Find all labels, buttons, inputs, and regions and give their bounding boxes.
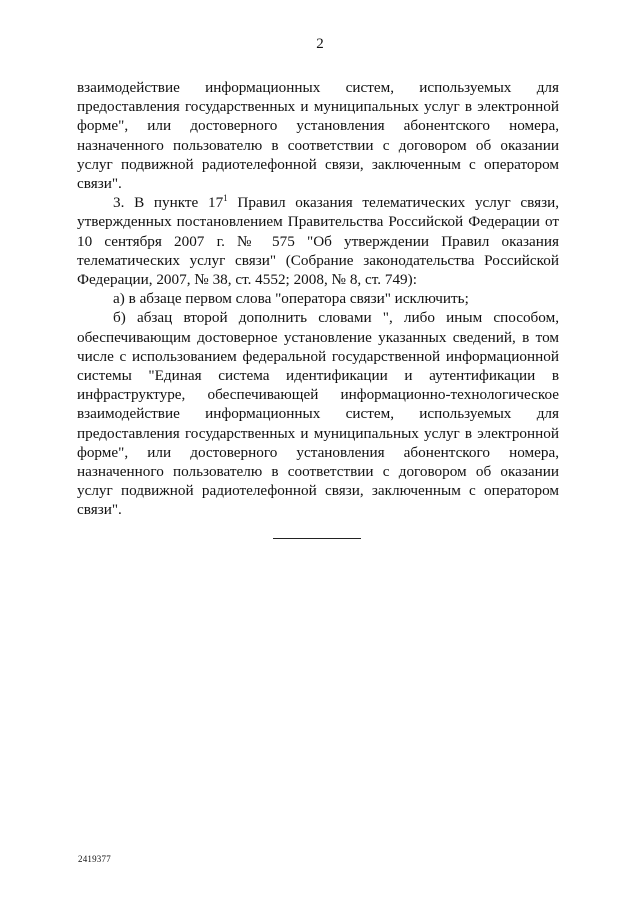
document-code: 2419377	[78, 854, 111, 864]
document-body	[77, 78, 559, 520]
paragraph-item-3	[77, 193, 559, 289]
superscript-index: 1	[223, 193, 228, 204]
paragraph-subitem-b	[77, 308, 559, 519]
paragraph-text-start: 3. В пункте 17	[113, 194, 224, 212]
page-number: 2	[316, 36, 324, 52]
paragraph-text: а) в абзаце первом слова "оператора связи" исключить;	[113, 290, 469, 308]
paragraph-subitem-a	[77, 289, 559, 308]
paragraph-text-end: Правил оказания телематических услуг связи, утвержденных постановлением Правительства Российской Федерации от 10 сентября 2007 г. № 575 "Об утверждении Правил оказания телематических услуг связи" (Собрание законодательства Российской Федерации, 2007, № 38, ст. 4552; 2008, № 8, ст. 749):	[77, 194, 559, 289]
paragraph-text: б) абзац второй дополнить словами ", либо иным способом, обеспечивающим достоверное установление указанных сведений, в том числе с использованием федеральной государственной информационной системы "Единая система идентификации и аутентификации в инфраструктуре, обеспечивающей информационно-технологическое взаимодействие информационных систем, используемых для предоставления государственных и муниципальных услуг в электронной форме", или достоверного установления абонентского номера, назначенного пользователю в соответствии с договором об оказании услуг подвижной радиотелефонной связи, заключенным с оператором связи".	[77, 309, 559, 519]
paragraph-continuation	[77, 78, 559, 193]
paragraph-text: взаимодействие информационных систем, используемых для предоставления государственных и муниципальных услуг в электронной форме", или достоверного установления абонентского номера, назначенного пользователю в соответствии с договором об оказании услуг подвижной радиотелефонной связи, заключенным с оператором связи".	[77, 79, 559, 193]
end-of-text-rule	[273, 538, 361, 539]
